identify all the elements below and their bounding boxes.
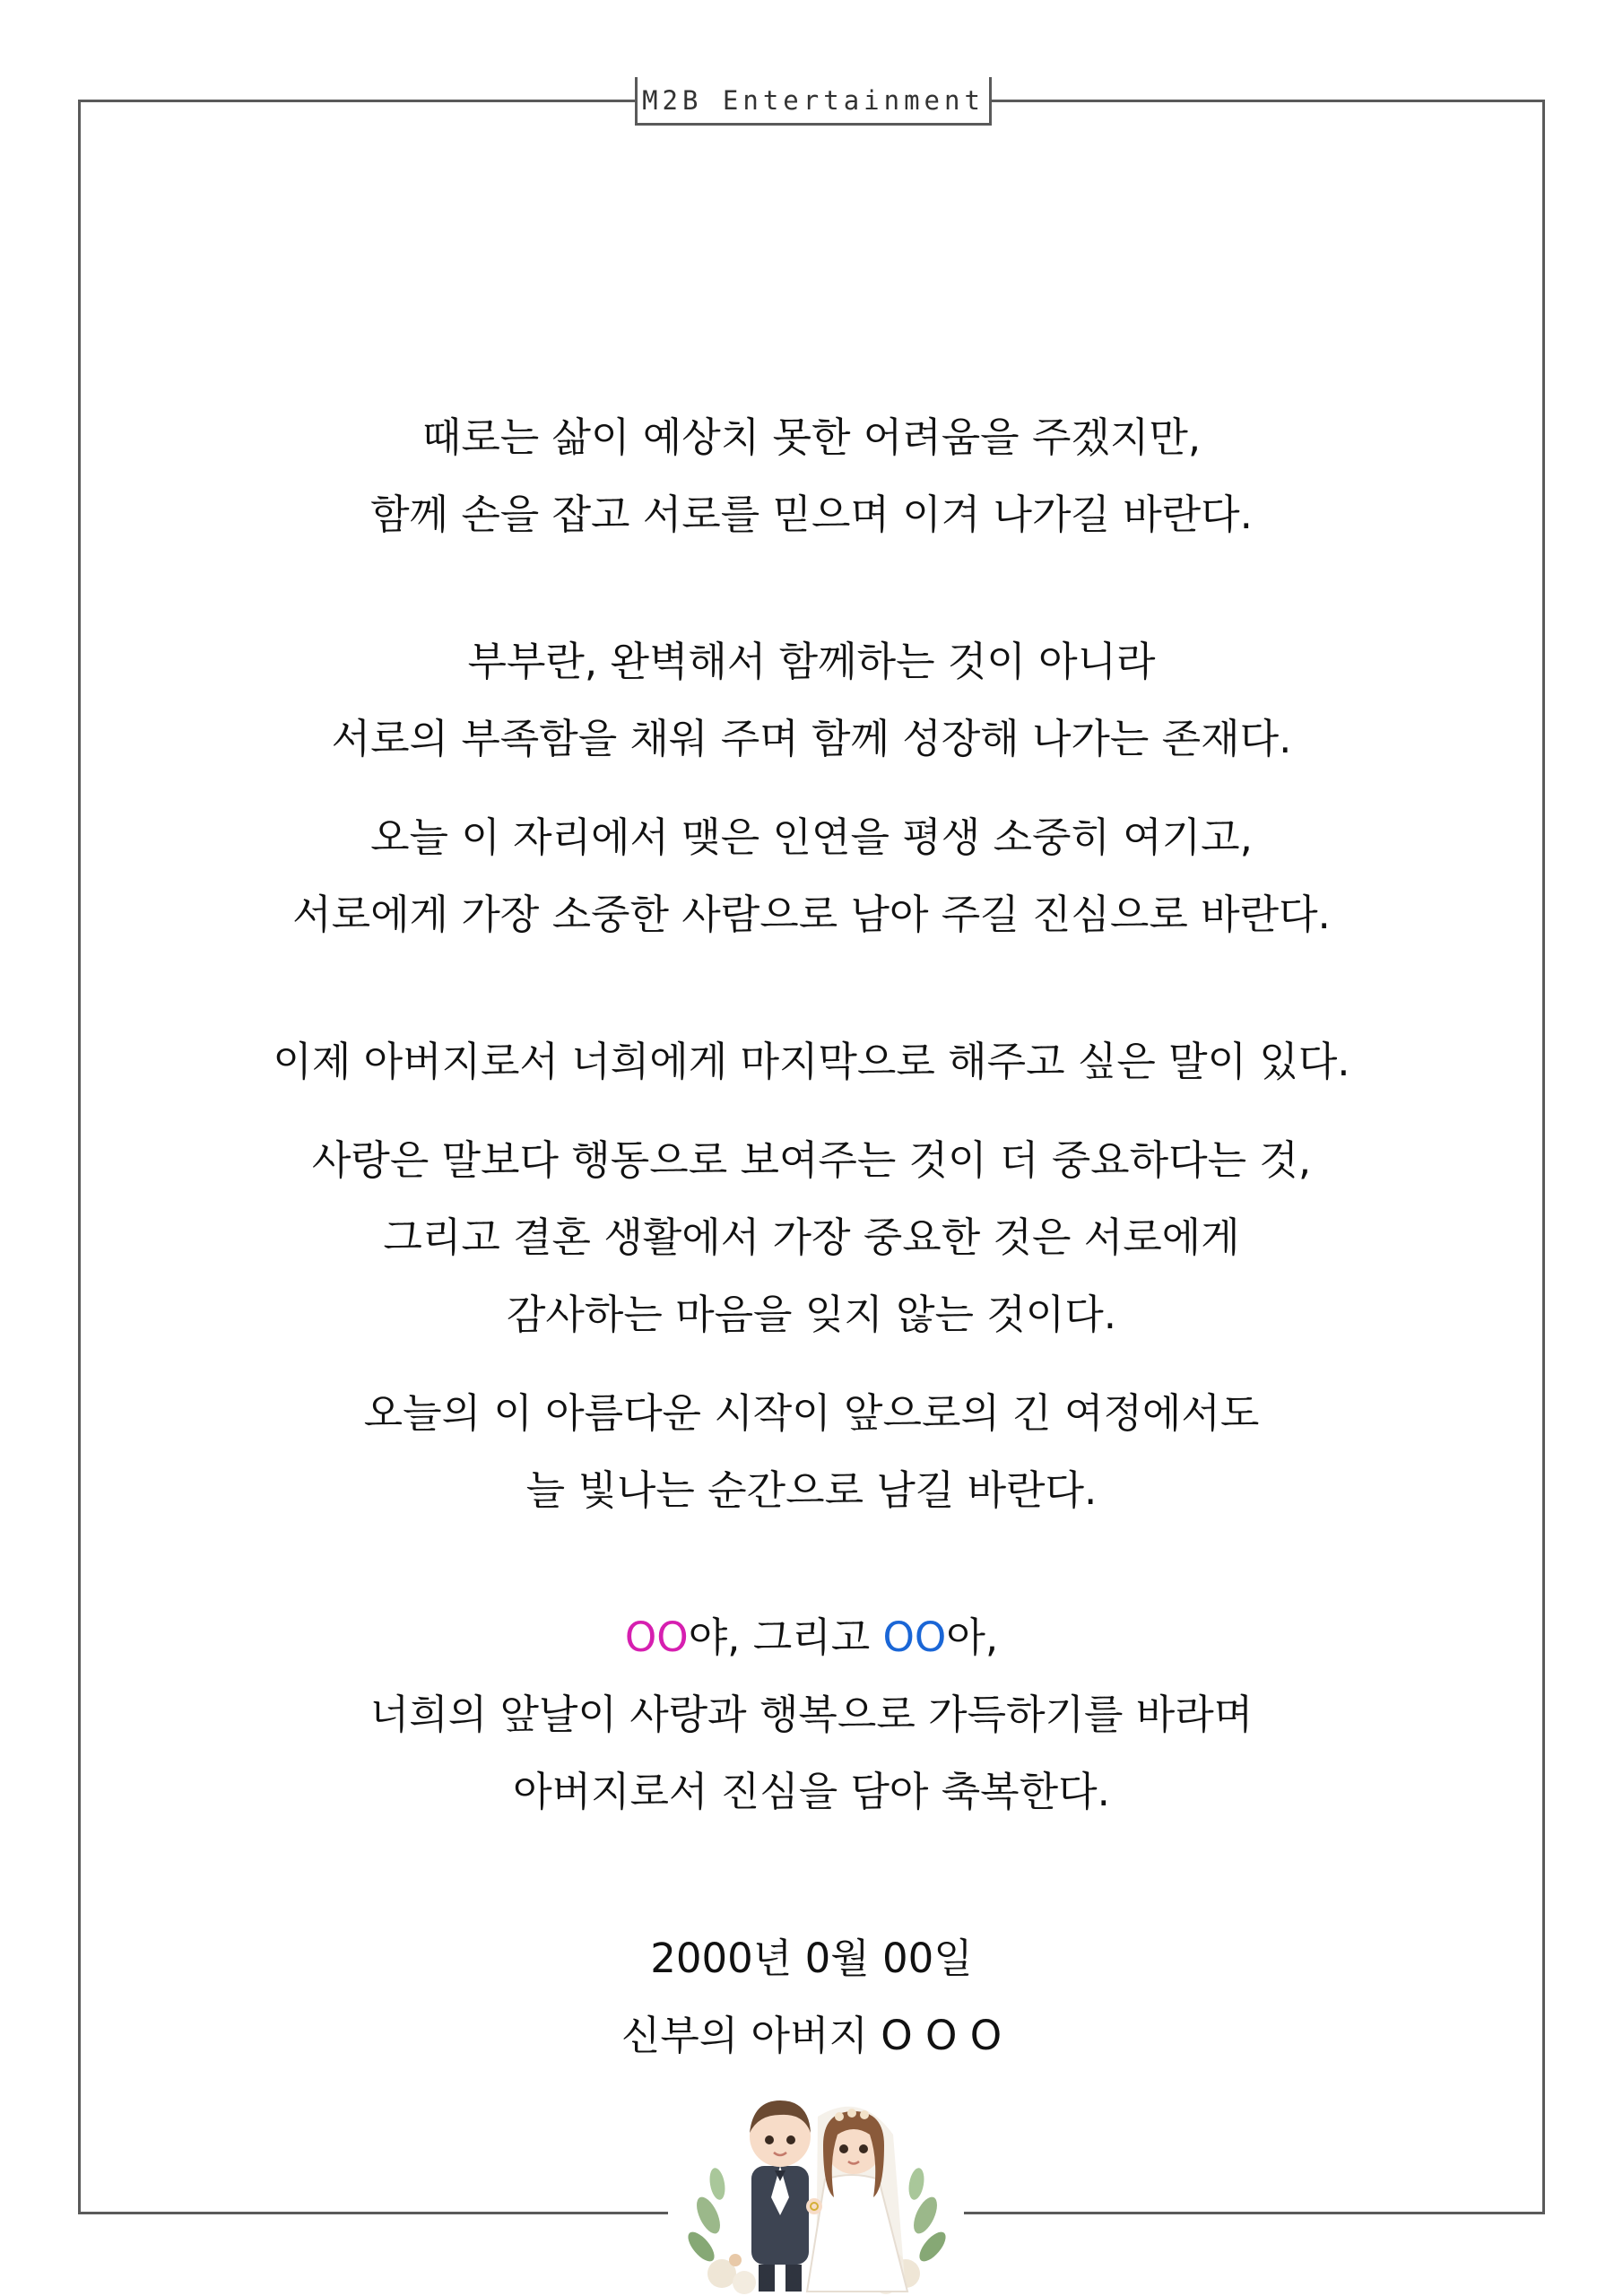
groom-figure-icon bbox=[750, 2100, 811, 2292]
letter-line: 오늘 이 자리에서 맺은 인연을 평생 소중히 여기고, bbox=[370, 813, 1253, 861]
letter-date: 2000년 0월 00일 bbox=[650, 1935, 973, 1982]
letter-line: 함께 손을 잡고 서로를 믿으며 이겨 나가길 바란다. bbox=[370, 491, 1253, 538]
paragraph-2 bbox=[99, 623, 1524, 778]
blessing-address bbox=[99, 1599, 1524, 1676]
bride-suffix: 야, 그리고 bbox=[688, 1613, 883, 1661]
groom-name: OO bbox=[882, 1613, 947, 1661]
letter-line: 부부란, 완벽해서 함께하는 것이 아니라 bbox=[467, 638, 1156, 685]
groom-suffix: 아, bbox=[946, 1613, 999, 1661]
letter-line: 늘 빛나는 순간으로 남길 바란다. bbox=[525, 1466, 1098, 1514]
closing bbox=[99, 1920, 1524, 2074]
paragraph-3 bbox=[99, 799, 1524, 953]
letter-line: 이제 아버지로서 너희에게 마지막으로 해주고 싶은 말이 있다. bbox=[273, 1038, 1350, 1085]
wedding-couple-illustration bbox=[681, 2081, 950, 2296]
blessing-paragraph bbox=[99, 1599, 1524, 1831]
brand-tab bbox=[635, 77, 992, 126]
bride-name: OO bbox=[624, 1613, 689, 1661]
letter-line: 서로에게 가장 소중한 사람으로 남아 주길 진심으로 바란다. bbox=[292, 891, 1331, 938]
letter-line: 오늘의 이 아름다운 시작이 앞으로의 긴 여정에서도 bbox=[363, 1389, 1260, 1437]
paragraph-4 bbox=[99, 1023, 1524, 1100]
paragraph-1 bbox=[99, 399, 1524, 553]
letter-line: 때로는 삶이 예상치 못한 어려움을 주겠지만, bbox=[421, 413, 1202, 461]
ring-hands-icon bbox=[806, 2198, 822, 2214]
bride-figure-icon bbox=[807, 2107, 907, 2292]
letter-line: 서로의 부족함을 채워 주며 함께 성장해 나가는 존재다. bbox=[331, 715, 1292, 762]
letter-line: 감사하는 마음을 잊지 않는 것이다. bbox=[506, 1291, 1117, 1338]
letter-body bbox=[99, 399, 1524, 2074]
letter-line: 그리고 결혼 생활에서 가장 중요한 것은 서로에게 bbox=[383, 1213, 1240, 1261]
brand-name: M2B Entertainment bbox=[642, 84, 985, 116]
signature: 신부의 아버지 O O O bbox=[621, 2012, 1002, 2059]
letter-line: 아버지로서 진심을 담아 축복한다. bbox=[513, 1768, 1110, 1815]
letter-line: 너희의 앞날이 사랑과 행복으로 가득하기를 바라며 bbox=[369, 1691, 1254, 1738]
paragraph-6 bbox=[99, 1375, 1524, 1529]
letter-line: 사랑은 말보다 행동으로 보여주는 것이 더 중요하다는 것, bbox=[311, 1136, 1312, 1184]
paragraph-5 bbox=[99, 1122, 1524, 1353]
